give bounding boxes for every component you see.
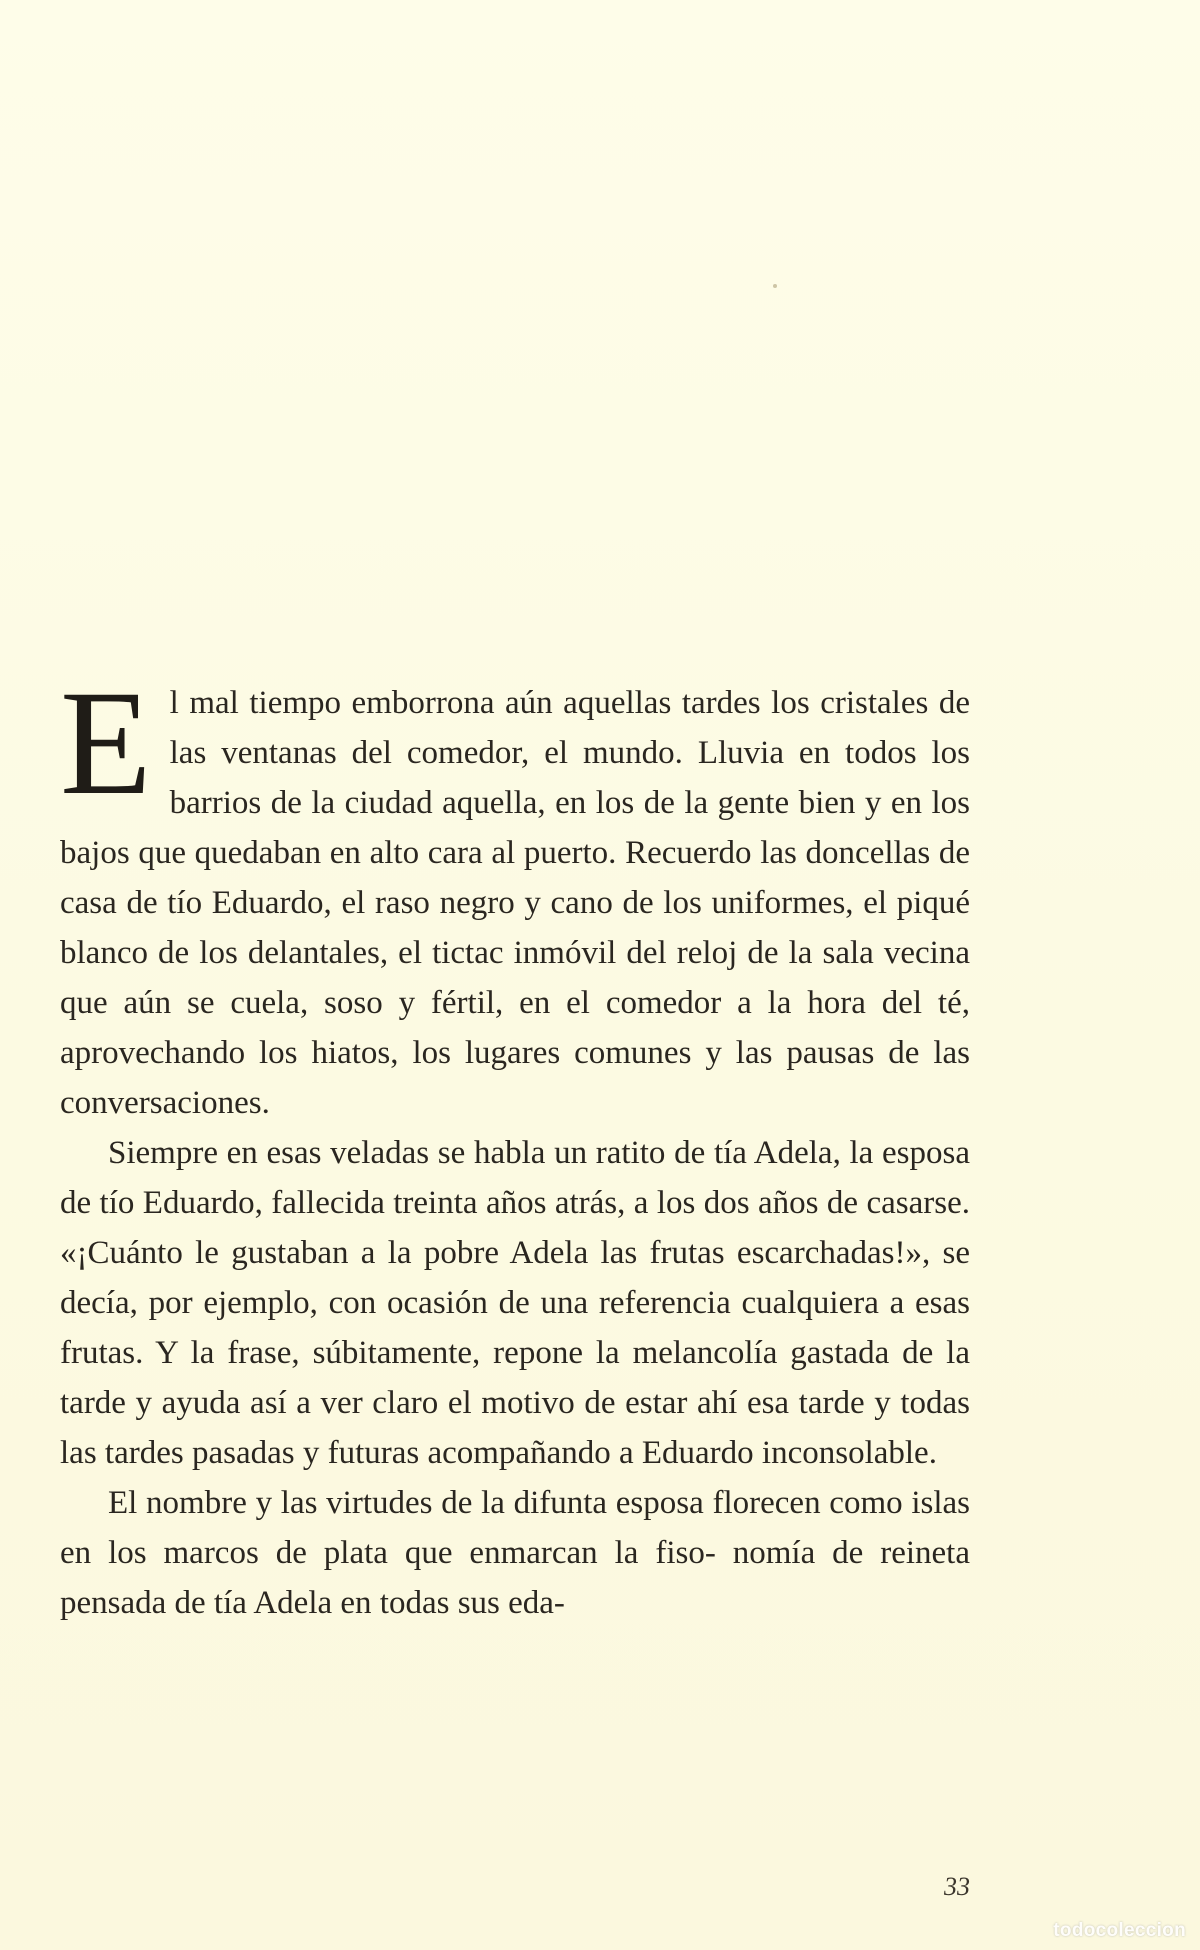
paragraph-1-text: l mal tiempo emborrona aún aquellas tardes los cristales de las ventanas del comedor, el mundo. Lluvia en todos los barrios de la ciudad aquella, en los de la gente bien y en los bajos que quedaban en alto cara al puerto. Recuerdo las doncellas de casa de tío Eduardo, el raso negro y cano de los uniformes, el piqué blanco de los delantales, el tictac inmóvil del reloj de la sala vecina que aún se cuela, soso y fértil, en el comedor a la hora del té, aprovechando los hiatos, los lugares comunes y las pausas de las conversaciones. [60,685,970,1121]
paragraph-2: Siempre en esas veladas se habla un ratito de tía Adela, la esposa de tío Eduardo, fallecida treinta años atrás, a los dos años de casarse. «¡Cuánto le gustaban a la pobre Adela las frutas escarchadas!», se decía, por ejemplo, con ocasión de una referencia cualquiera a esas frutas. Y la frase, súbitamente, repone la melancolía gastada de la tarde y ayuda así a ver claro el motivo de estar ahí esa tarde y todas las tardes pasadas y futuras acompañando a Eduardo inconsolable. [60,1135,970,1471]
body-text [60,660,970,1628]
paper-speck [773,284,777,288]
watermark-logo: todocoleccion [1053,1920,1186,1941]
paragraph-1 [60,660,970,1128]
page-number: 33 [944,1872,970,1901]
paragraph-3: El nombre y las virtudes de la difunta esposa florecen como islas en los marcos de plata que enmarcan la fiso- nomía de reineta pensada de tía Adela en todas sus eda- [60,1485,970,1621]
drop-cap: E [60,660,152,826]
